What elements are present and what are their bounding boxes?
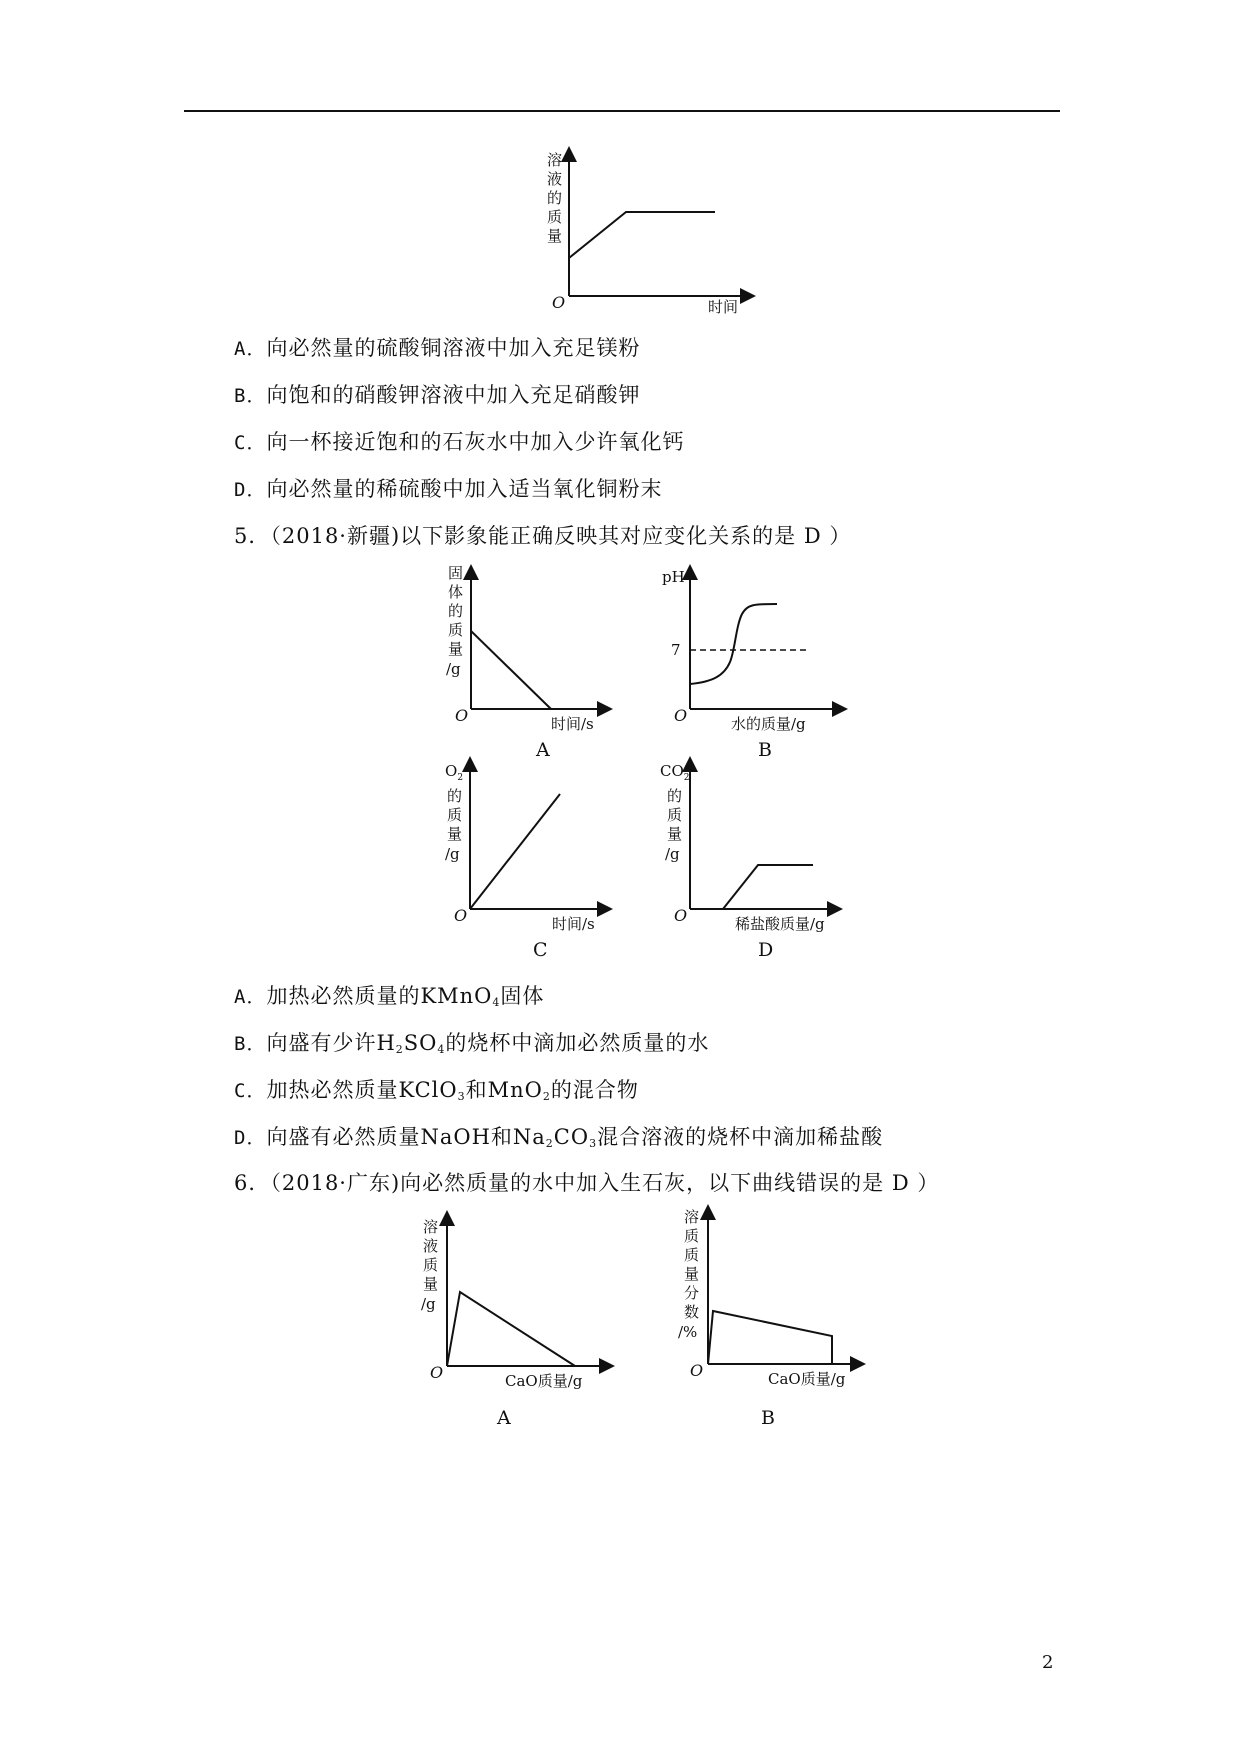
y-label-char: 量 bbox=[667, 825, 683, 843]
y-label-char: 的 bbox=[447, 787, 463, 805]
q4-option-c: C．向一杯接近饱和的石灰水中加入少许氧化钙 bbox=[234, 430, 685, 454]
x-label: 水的质量/g bbox=[731, 715, 806, 733]
y-label-first: $CO_2$ bbox=[660, 762, 690, 783]
y-label-char: 液 bbox=[423, 1237, 439, 1255]
x-label: 稀盐酸质量/g bbox=[735, 915, 825, 933]
reference-value-label: 7 bbox=[671, 641, 681, 659]
y-label-char: /% bbox=[678, 1323, 698, 1341]
y-label-char: 溶 bbox=[684, 1208, 700, 1226]
solution-mass-curve bbox=[447, 1292, 575, 1366]
y-label-char: 质 bbox=[423, 1256, 439, 1274]
y-label-first: $O_2$ bbox=[445, 762, 464, 783]
chart-caption: C bbox=[533, 939, 548, 961]
y-label-char: 分 bbox=[684, 1284, 700, 1302]
y-label-char: 溶 bbox=[547, 151, 563, 169]
origin-label: O bbox=[690, 1361, 704, 1380]
q6-chart-a bbox=[415, 1212, 615, 1432]
q5-stem: 5．（2018·新疆)以下影象能正确反映其对应变化关系的是 D ） bbox=[234, 524, 852, 548]
q6-chart-b bbox=[668, 1206, 868, 1432]
y-label-char: 量 bbox=[423, 1275, 439, 1293]
x-label: CaO质量/g bbox=[768, 1370, 846, 1388]
mass-curve bbox=[569, 212, 715, 258]
y-label-char: 质 bbox=[667, 806, 683, 824]
origin-label: O bbox=[674, 906, 688, 925]
x-label: 时间 bbox=[708, 298, 739, 316]
chart-caption: A bbox=[536, 739, 550, 761]
y-label-char: /g bbox=[445, 845, 460, 863]
origin-label: O bbox=[552, 293, 566, 312]
y-label-char: 量 bbox=[447, 825, 463, 843]
ph-curve bbox=[690, 604, 777, 684]
x-label: 时间/s bbox=[551, 715, 594, 733]
y-label-char: 质 bbox=[684, 1246, 700, 1264]
oxygen-mass-line bbox=[470, 794, 560, 909]
q5-chart-a bbox=[438, 566, 618, 762]
y-label-char: 溶 bbox=[423, 1218, 439, 1236]
y-label-char: 的 bbox=[547, 189, 563, 207]
y-label-char: 质 bbox=[684, 1227, 700, 1245]
y-label-char: 量 bbox=[448, 640, 464, 658]
q5-option-c: C．加热必然质量KClO$_3$和MnO$_2$的混合物 bbox=[234, 1078, 639, 1103]
y-label-char: 质 bbox=[547, 208, 563, 226]
co2-mass-curve bbox=[690, 865, 813, 909]
y-label-char: 量 bbox=[547, 227, 563, 245]
q6-stem: 6．（2018·广东)向必然质量的水中加入生石灰，以下曲线错误的是 D ） bbox=[234, 1171, 940, 1195]
chart-caption: A bbox=[497, 1407, 511, 1429]
y-label-char: /g bbox=[446, 660, 461, 678]
y-label-char: 质 bbox=[448, 621, 464, 639]
y-label: pH bbox=[662, 568, 685, 586]
y-label-char: 数 bbox=[684, 1303, 700, 1321]
y-label-char: 的 bbox=[667, 787, 683, 805]
origin-label: O bbox=[455, 706, 469, 725]
q4-option-a: A．向必然量的硫酸铜溶液中加入充足镁粉 bbox=[234, 336, 641, 360]
origin-label: O bbox=[674, 706, 688, 725]
top-mass-chart bbox=[530, 148, 760, 320]
y-label-char: 质 bbox=[447, 806, 463, 824]
y-label-char: 体 bbox=[448, 583, 464, 601]
y-label-char: 固 bbox=[448, 564, 464, 582]
y-label-char: 量 bbox=[684, 1265, 700, 1283]
x-label: 时间/s bbox=[552, 915, 595, 933]
chart-caption: D bbox=[758, 939, 774, 961]
q5-chart-b bbox=[650, 566, 850, 762]
q4-option-b: B．向饱和的硝酸钾溶液中加入充足硝酸钾 bbox=[234, 383, 641, 407]
x-label: CaO质量/g bbox=[505, 1372, 583, 1390]
y-label-char: 的 bbox=[448, 602, 464, 620]
origin-label: O bbox=[454, 906, 468, 925]
mass-fraction-curve bbox=[708, 1311, 832, 1364]
q5-option-a: A．加热必然质量的KMnO$_4$固体 bbox=[234, 984, 545, 1009]
origin-label: O bbox=[430, 1363, 444, 1382]
header-rule bbox=[184, 110, 1060, 112]
chart-caption: B bbox=[761, 1407, 775, 1429]
chart-caption: B bbox=[758, 739, 772, 761]
y-label-char: 液 bbox=[547, 170, 563, 188]
q5-chart-c bbox=[440, 758, 620, 968]
y-label-char: /g bbox=[421, 1295, 436, 1313]
q5-chart-d bbox=[650, 758, 860, 968]
page-number: 2 bbox=[1042, 1652, 1054, 1673]
q5-option-b: B．向盛有少许$H_2SO_4$的烧杯中滴加必然质量的水 bbox=[234, 1031, 710, 1056]
q5-option-d: D．向盛有必然质量NaOH和$Na_2CO_3$混合溶液的烧杯中滴加稀盐酸 bbox=[234, 1125, 884, 1150]
y-label-char: /g bbox=[665, 845, 680, 863]
solid-mass-curve bbox=[471, 631, 551, 709]
q4-option-d: D．向必然量的稀硫酸中加入适当氧化铜粉末 bbox=[234, 477, 663, 501]
